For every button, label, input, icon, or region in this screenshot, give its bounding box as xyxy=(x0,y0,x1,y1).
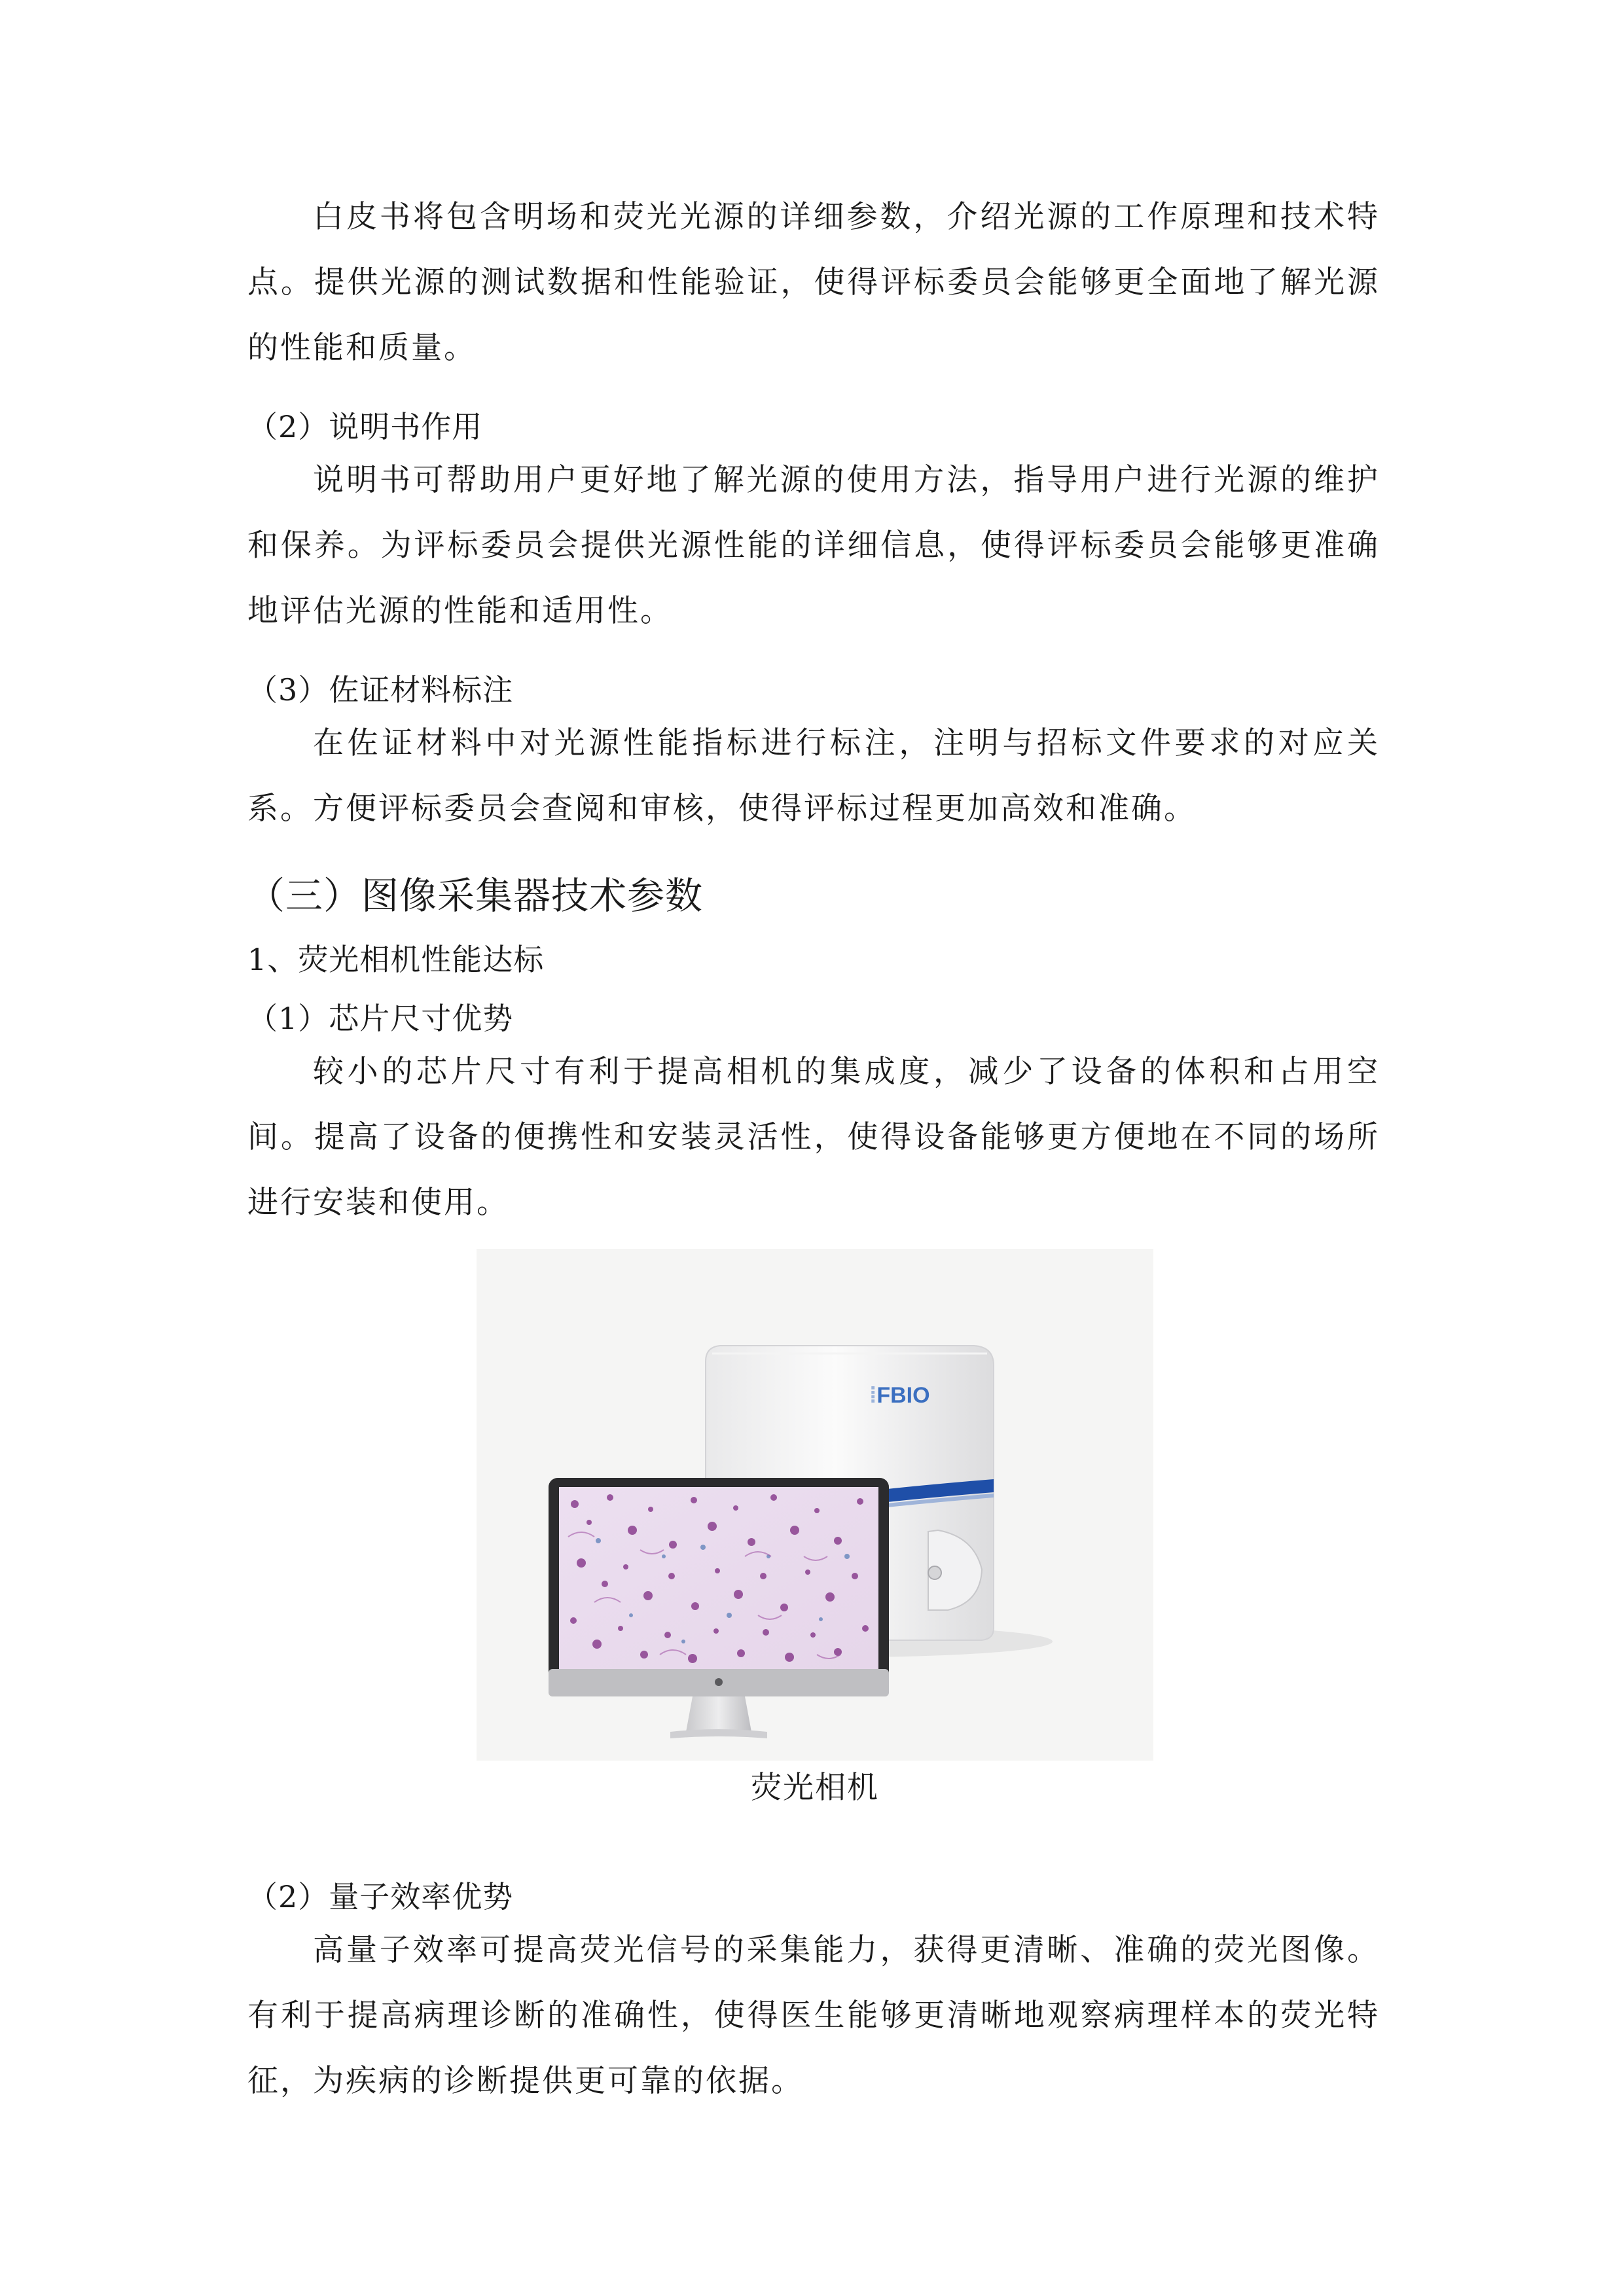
section-heading-image-collector: （三）图像采集器技术参数 xyxy=(247,874,703,918)
paragraph-evidence: 在佐证材料中对光源性能指标进行标注，注明与招标文件要求的对应关系。方便评标委员会查阅和审核，使得评标过程更加高效和准确。 xyxy=(247,725,1380,827)
paragraph-chip-size: 较小的芯片尺寸有利于提高相机的集成度，减少了设备的体积和占用空间。提高了设备的便携性和安装灵活性，使得设备能够更方便地在不同的场所进行安装和使用。 xyxy=(247,1054,1380,1221)
heading-manual-role: （2）说明书作用 xyxy=(247,409,483,444)
heading-quantum-efficiency-advantage: （2）量子效率优势 xyxy=(247,1879,514,1914)
paragraph-quantum-efficiency: 高量子效率可提高荧光信号的采集能力，获得更清晰、准确的荧光图像。有利于提高病理诊断的准确性，使得医生能够更清晰地观察病理样本的荧光特征，为疾病的诊断提供更可靠的依据。 xyxy=(247,1932,1380,2099)
fluorescence-camera-photo xyxy=(477,1249,1153,1761)
paragraph-white-paper: 白皮书将包含明场和荧光光源的详细参数，介绍光源的工作原理和技术特点。提供光源的测试数据和性能验证，使得评标委员会能够更全面地了解光源的性能和质量。 xyxy=(247,199,1380,366)
heading-fluorescence-camera-performance: 1、荧光相机性能达标 xyxy=(247,942,545,977)
fluorescence-camera-illustration xyxy=(477,1249,1153,1761)
monitor xyxy=(549,1478,889,1738)
heading-chip-size-advantage: （1）芯片尺寸优势 xyxy=(247,1001,514,1036)
fbio-logo: ⁞FBIO xyxy=(869,1383,930,1408)
heading-evidence-marking: （3）佐证材料标注 xyxy=(247,672,514,708)
paragraph-manual: 说明书可帮助用户更好地了解光源的使用方法，指导用户进行光源的维护和保养。为评标委员会提供光源性能的详细信息，使得评标委员会能够更准确地评估光源的性能和适用性。 xyxy=(247,462,1380,629)
figure-caption: 荧光相机 xyxy=(751,1770,879,1806)
